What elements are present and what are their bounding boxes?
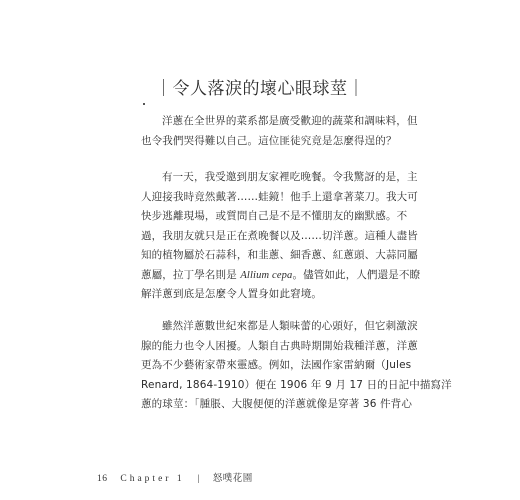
text-line: 蔥的球莖：「腫脹、大腹便便的洋蔥就像是穿著 36 件背心 [141,398,412,410]
text-line: 也令我們哭得難以自己。這位匪徒究竟是怎麼得逞的？ [141,134,397,147]
text-line: 洋蔥在全世界的菜系都是廣受歡迎的蔬菜和調味料，但 [162,115,418,127]
page-number: 16 [97,474,108,484]
text-line: 快步逃離現場，或質問自己是不是不懂朋友的幽默感。不 [141,210,408,222]
latin-name: Allium cepa [240,269,293,281]
footer-separator: | [197,474,200,484]
text-line: 腺的能力也令人困擾。人類自古典時期開始栽種洋蔥，洋蔥 [141,339,418,352]
text-line: 更為不少藝術家帶來靈感。例如，法國作家雷納爾（Jules [141,359,412,371]
text-line: 雖然洋蔥數世紀來都是人類味蕾的心頭好，但它刺激淚 [162,320,418,332]
paragraph-1 [141,112,418,151]
text-line: 人迎接我時竟然戴著……蛙鏡！他手上還拿著菜刀。我大可 [141,190,418,203]
text-line: 知的植物屬於石蒜科，和韭蔥、細香蔥、紅蔥頭、大蒜同屬 [141,249,418,261]
text-line: Renard, 1864-1910）便在 1906 年 9 月 17 日的日記中描寫洋 [141,378,452,391]
text-line: 過，我朋友就只是正在煮晚餐以及……切洋蔥。這種人盡皆 [141,229,418,242]
paragraph-2 [141,168,421,305]
chapter-label: Chapter 1 [120,474,185,484]
text-line: 有一天，我受邀到朋友家裡吃晚餐。令我驚訝的是，主 [162,171,418,183]
text-fragment: 。儘管如此，人們還是不瞭 [292,268,421,281]
paragraph-3 [141,317,452,415]
page-footer [97,470,263,484]
decorative-dot [143,103,145,105]
text-line [141,266,421,286]
chapter-title: 怒噗花園 [212,474,253,484]
text-fragment: 蔥屬，拉丁學名則是 [141,268,241,281]
section-title: ｜令人落淚的壞心眼球莖｜ [155,79,365,99]
text-line: 解洋蔥到底是怎麼令人置身如此窘境。 [141,288,323,300]
